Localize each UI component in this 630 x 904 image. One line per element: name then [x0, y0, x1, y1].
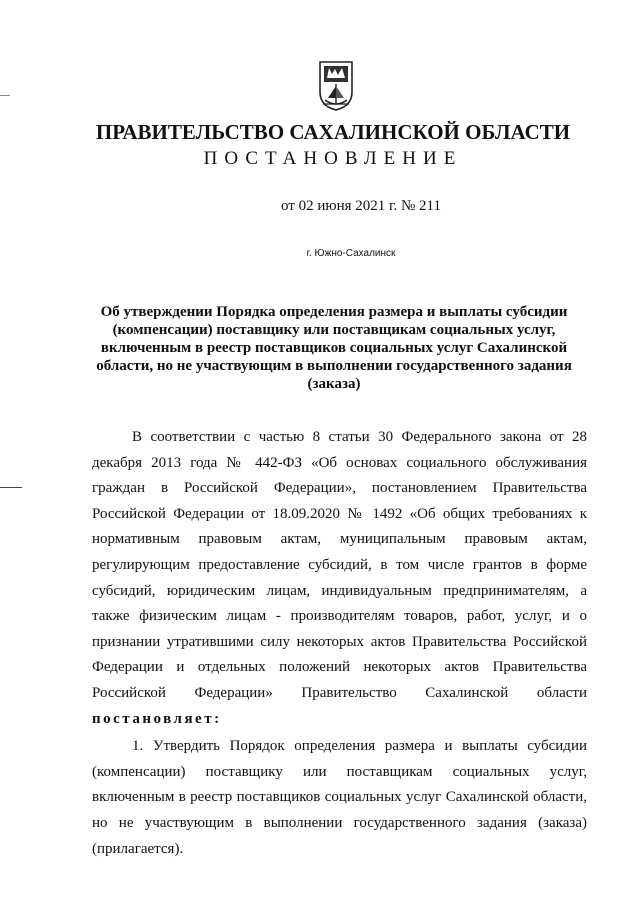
date-and-number: от 02 июня 2021 г. № 211	[281, 198, 441, 214]
preamble-text: В соответствии с частью 8 статьи 30 Федерального закона от 28 декабря 2013 года № 442-ФЗ «Об основах социального обслуживания граждан в Российской Федерации», постановлением Правительства Российской Федерации от 18.09.2020 № 1492 «Об общих требованиях к нормативным правовым актам, муниципальным правовым актам, регулирующим предоставление субсидий, в том числе грантов в форме субсидий, юридическим лицам, индивидуальным предпринимателям, а также физическим лицам - производителям товаров, работ, услуг, и о признании утратившими силу некоторых актов Правительства Российской Федерации и отдельных положений некоторых актов Правительства Российской Федерации» Правительство Сахалинской области	[92, 429, 587, 701]
scan-artifact-left-top	[0, 95, 10, 96]
government-title: ПРАВИТЕЛЬСТВО САХАЛИНСКОЙ ОБЛАСТИ	[95, 120, 571, 144]
scan-artifact-left	[0, 487, 22, 488]
item-1-paragraph: 1. Утвердить Порядок определения размера и выплаты субсидии (компенсации) поставщику или поставщикам социальных услуг, включенным в реестр поставщиков социальных услуг Сахалинской области, но не участвующим в выполнении государственного задания (заказа) (прилагается).	[92, 738, 587, 857]
sakhalin-coat-of-arms-icon	[316, 58, 356, 112]
place-of-issue: г. Южно-Сахалинск	[306, 248, 396, 259]
document-subject: Об утверждении Порядка определения размера и выплаты субсидии (компенсации) поставщику или поставщикам социальных услуг, включенным в реестр поставщиков социальных услуг Сахалинской области, но не участвующим в выполнении государственного задания (заказа)	[96, 304, 572, 392]
document-type: ПОСТАНОВЛЕНИЕ	[203, 148, 463, 169]
document-body	[92, 425, 587, 862]
preamble-paragraph	[92, 425, 587, 732]
preamble-verb: постановляет:	[92, 710, 222, 727]
